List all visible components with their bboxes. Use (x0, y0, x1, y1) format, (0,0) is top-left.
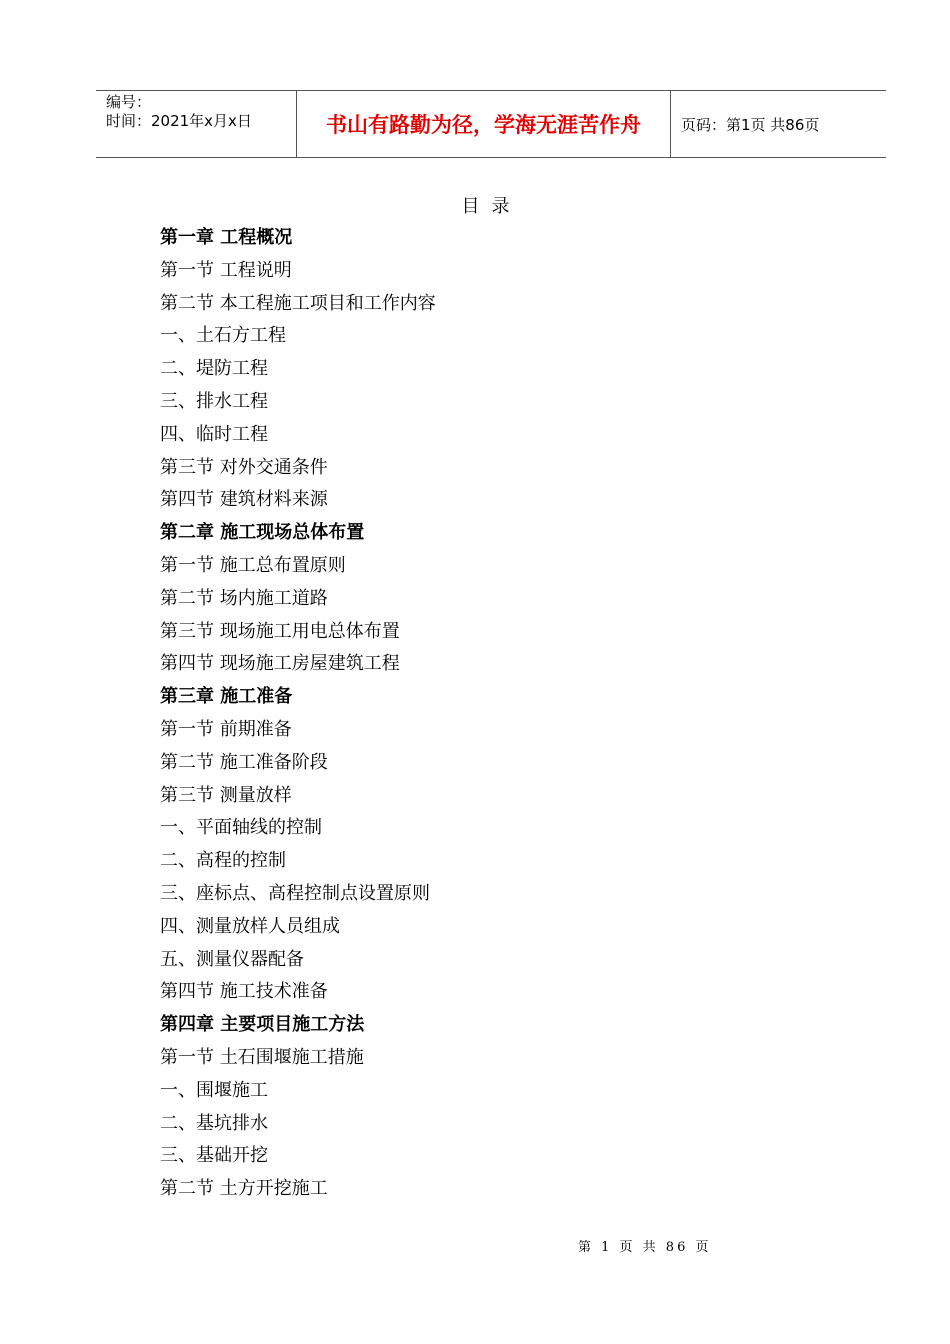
toc-chapter[interactable]: 第二章 施工现场总体布置 (160, 522, 365, 544)
toc-entry[interactable]: 第四节 施工技术准备 (160, 981, 328, 1003)
toc-entry[interactable]: 二、基坑排水 (160, 1112, 268, 1134)
toc-chapter[interactable]: 第一章 工程概况 (160, 227, 293, 248)
toc-entry[interactable]: 一、平面轴线的控制 (160, 817, 322, 839)
toc-entry[interactable]: 四、测量放样人员组成 (160, 915, 340, 937)
toc-entry[interactable]: 第三节 现场施工用电总体布置 (160, 620, 400, 642)
table-of-contents (160, 222, 860, 1206)
toc-entry[interactable]: 四、临时工程 (160, 423, 268, 445)
toc-entry[interactable]: 三、座标点、高程控制点设置原则 (160, 882, 430, 904)
time-label: 时间：2021年x月x日 (106, 112, 252, 130)
toc-entry[interactable]: 第四节 建筑材料来源 (160, 489, 328, 511)
toc-entry[interactable]: 第三节 测量放样 (160, 784, 292, 806)
toc-entry[interactable]: 三、排水工程 (160, 390, 268, 412)
toc-entry[interactable]: 第一节 前期准备 (160, 718, 292, 740)
toc-entry[interactable]: 第四节 现场施工房屋建筑工程 (160, 653, 400, 675)
toc-entry[interactable]: 第二节 土方开挖施工 (160, 1178, 328, 1200)
toc-entry[interactable]: 二、堤防工程 (160, 358, 268, 380)
header-meta (96, 91, 297, 157)
number-label: 编号： (106, 93, 152, 111)
toc-entry[interactable]: 第二节 场内施工道路 (160, 587, 328, 609)
page-header (96, 90, 886, 158)
toc-entry[interactable]: 一、土石方工程 (160, 325, 286, 347)
toc-chapter[interactable]: 第三章 施工准备 (160, 686, 293, 708)
toc-entry[interactable]: 第一节 土石围堰施工措施 (160, 1046, 364, 1068)
toc-entry[interactable]: 第二节 本工程施工项目和工作内容 (160, 292, 436, 314)
toc-entry[interactable]: 第三节 对外交通条件 (160, 456, 328, 478)
toc-entry[interactable]: 第二节 施工准备阶段 (160, 751, 328, 773)
toc-chapter[interactable]: 第四章 主要项目施工方法 (160, 1014, 365, 1036)
toc-title: 目录 (461, 196, 522, 217)
header-page-info: 页码：第1页 共86页 (681, 115, 820, 134)
toc-entry[interactable]: 三、基础开挖 (160, 1145, 268, 1167)
toc-entry[interactable]: 一、围堰施工 (160, 1079, 268, 1101)
toc-entry[interactable]: 第一节 工程说明 (160, 259, 292, 281)
header-motto: 书山有路勤为径，学海无涯苦作舟 (297, 91, 671, 157)
toc-entry[interactable]: 五、测量仪器配备 (160, 948, 304, 970)
toc-entry[interactable]: 二、高程的控制 (160, 850, 286, 872)
toc-entry[interactable]: 第一节 施工总布置原则 (160, 554, 346, 576)
page-footer: 第 1 页 共 86 页 (578, 1240, 712, 1255)
